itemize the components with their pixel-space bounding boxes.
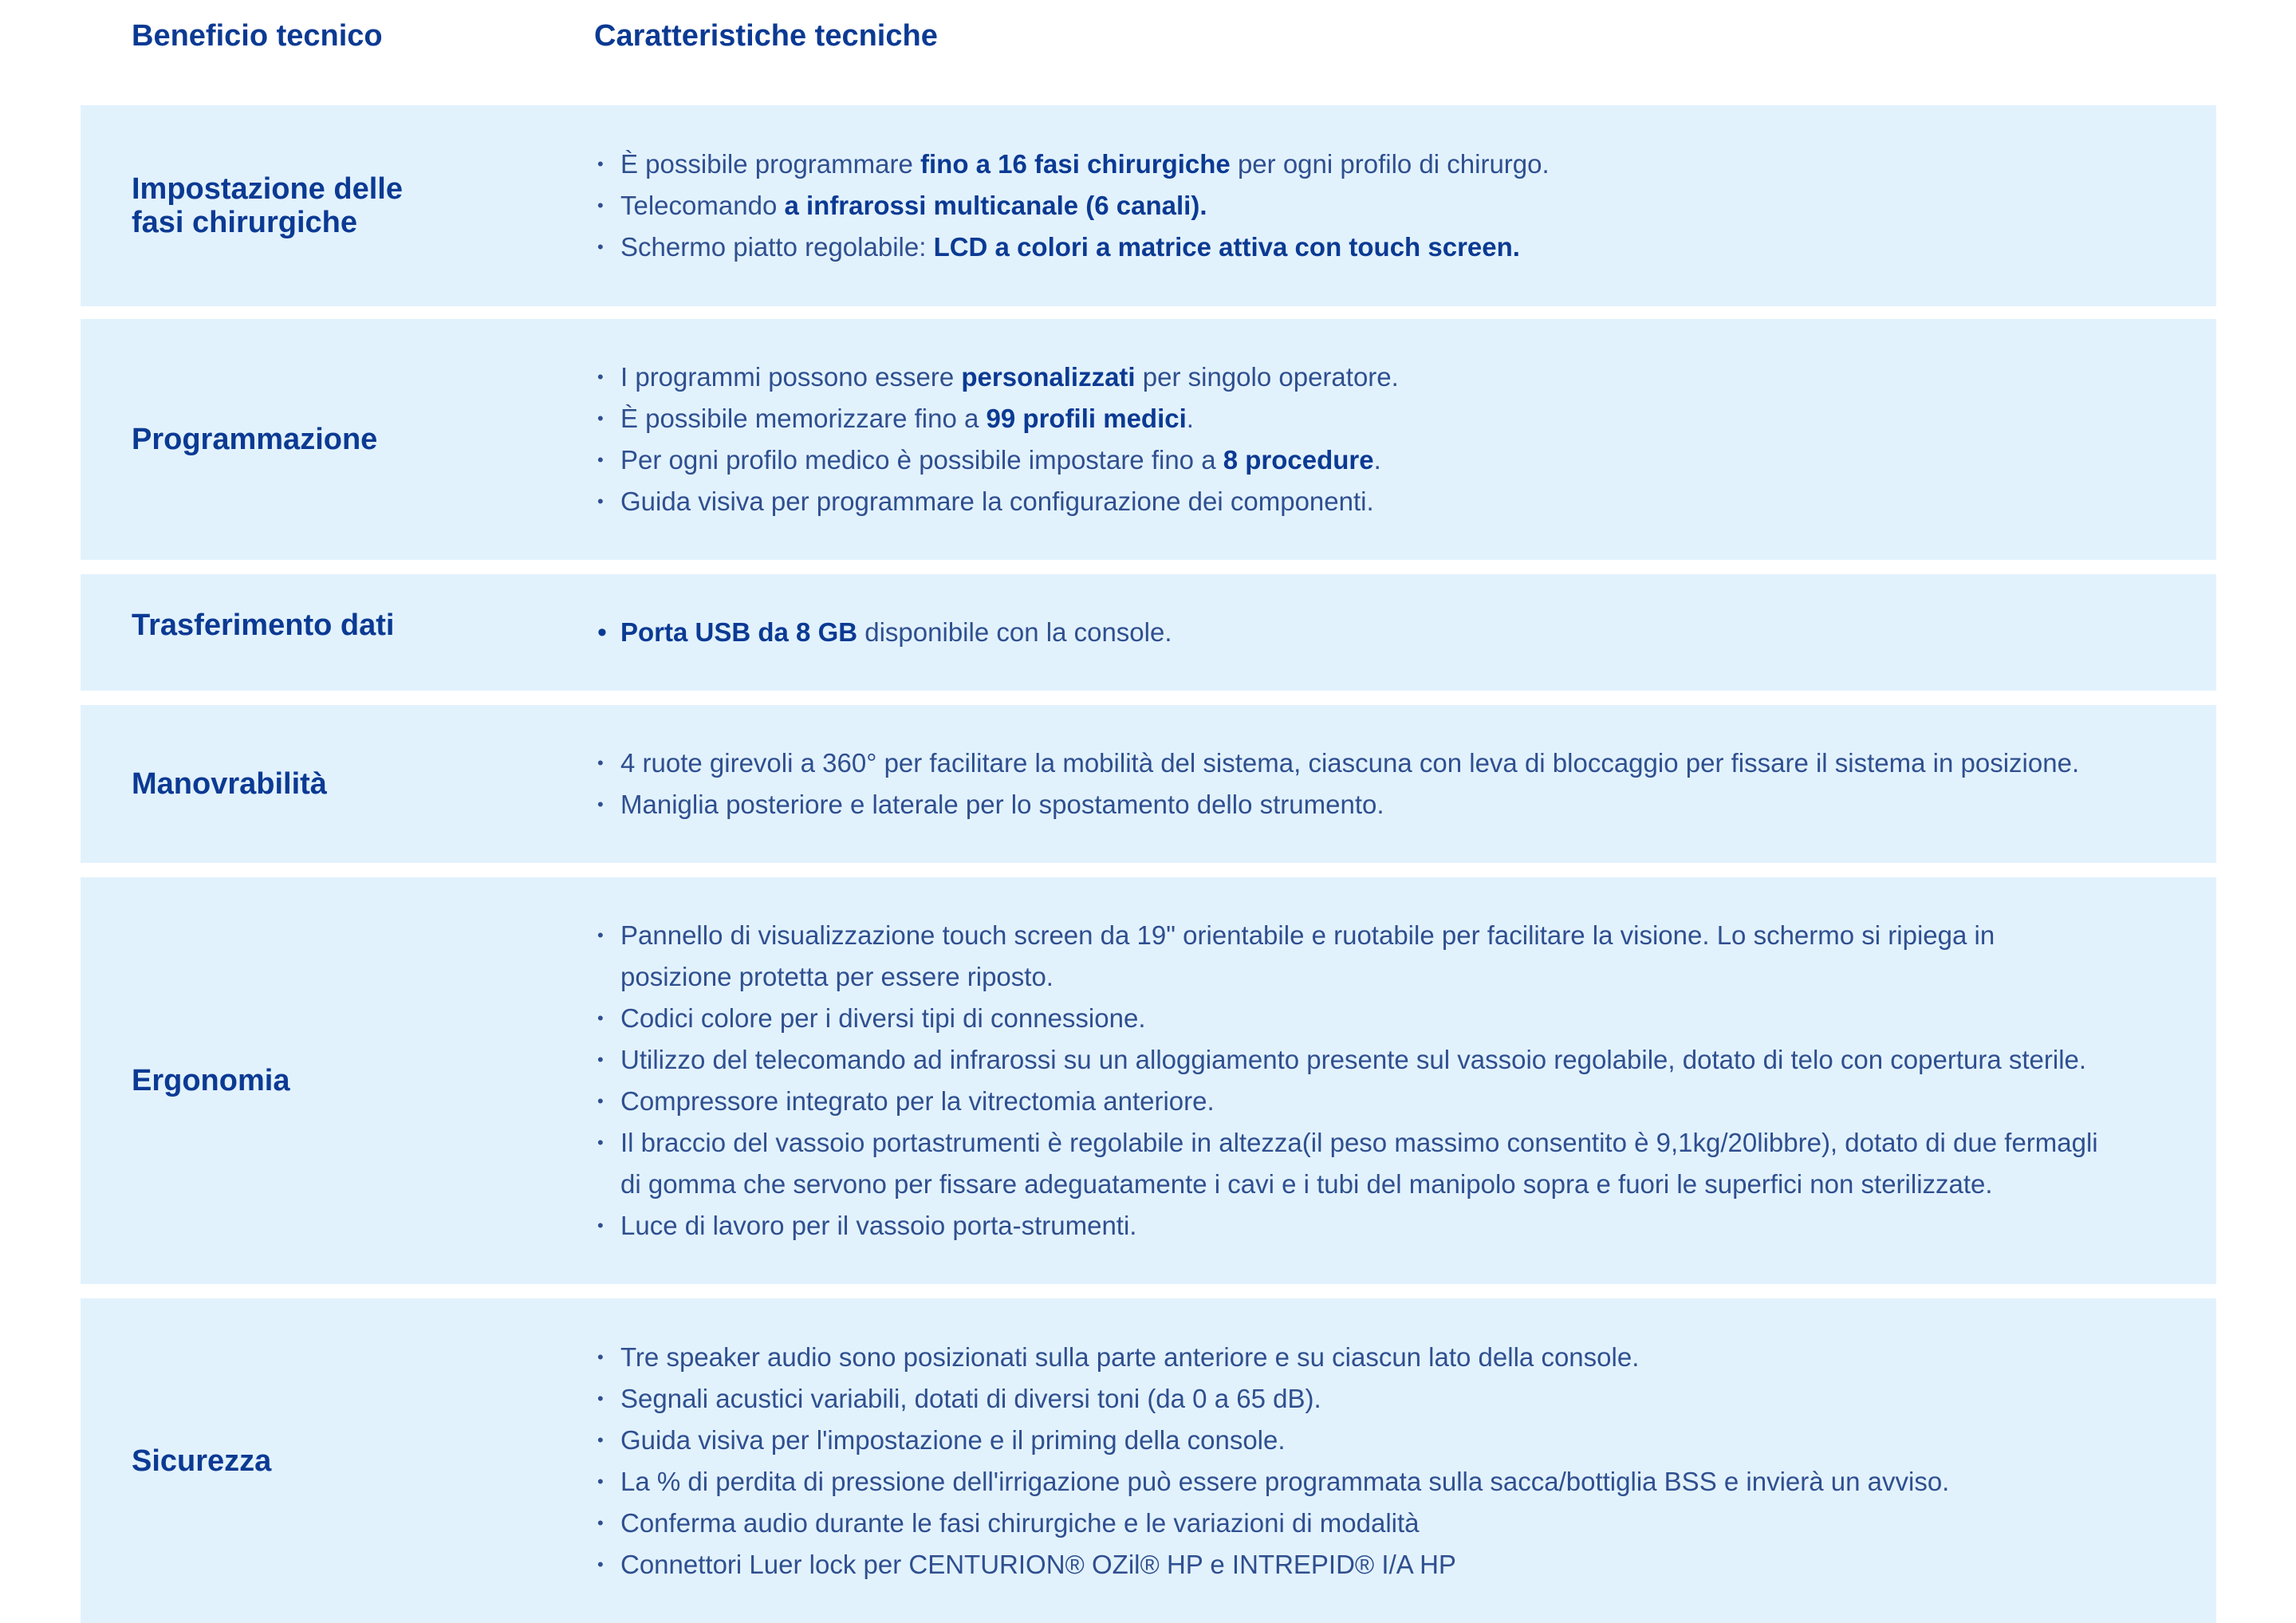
table-row (81, 877, 2216, 1284)
row-title: Programmazione (132, 423, 378, 456)
feature-item (597, 357, 2105, 398)
feature-text: Utilizzo del telecomando ad infrarossi su un alloggiamento presente sul vassoio regolabile, dotato di telo con copertura sterile. (620, 1045, 2087, 1074)
feature-text: . (1373, 445, 1381, 475)
feature-text: Telecomando (620, 191, 785, 220)
feature-item (597, 398, 2105, 439)
feature-item (597, 1378, 2105, 1420)
column-header-benefit: Beneficio tecnico (132, 19, 383, 53)
feature-item (597, 1205, 2105, 1247)
row-title: Sicurezza (132, 1444, 272, 1478)
feature-item (597, 1461, 2105, 1503)
feature-item (597, 227, 2105, 268)
row-title: Ergonomia (132, 1064, 290, 1097)
feature-text: . (1186, 404, 1194, 433)
table-row (81, 1298, 2216, 1623)
feature-text: Il braccio del vassoio portastrumenti è regolabile in altezza(il peso massimo consentito è 9,1kg/20libbre), dotato di due fermagli di gomma che servono per fissare adeguatamente i cavi e i tubi del manipolo sopra e fuori le superfici non sterilizzate. (620, 1128, 2098, 1199)
feature-text: Schermo piatto regolabile: (620, 232, 934, 262)
feature-text: Per ogni profilo medico è possibile impostare fino a (620, 445, 1223, 475)
row-title: Impostazione delle fasi chirurgiche (132, 172, 403, 239)
feature-item (597, 185, 2105, 227)
feature-list (597, 357, 2105, 522)
feature-text: Pannello di visualizzazione touch screen da 19" orientabile e ruotabile per facilitare la visione. Lo schermo si ripiega in posizione protetta per essere riposto. (620, 920, 1995, 991)
feature-highlight: 8 procedure (1223, 445, 1374, 475)
feature-text: per ogni profilo di chirurgo. (1230, 149, 1550, 179)
feature-highlight: 99 profili medici (986, 404, 1187, 433)
feature-highlight: a infrarossi multicanale (6 canali). (784, 191, 1207, 220)
table-header (0, 0, 2296, 104)
feature-list (597, 612, 2105, 653)
feature-item (597, 1122, 2105, 1205)
feature-text: Luce di lavoro per il vassoio porta-strumenti. (620, 1211, 1137, 1240)
feature-list (597, 1337, 2105, 1586)
feature-text: Guida visiva per programmare la configurazione dei componenti. (620, 487, 1374, 516)
feature-text: Codici colore per i diversi tipi di connessione. (620, 1003, 1146, 1033)
feature-text: Compressore integrato per la vitrectomia anteriore. (620, 1086, 1215, 1116)
feature-item (597, 743, 2105, 784)
feature-item (597, 784, 2105, 825)
feature-text: Maniglia posteriore e laterale per lo spostamento dello strumento. (620, 790, 1384, 819)
feature-text: I programmi possono essere (620, 362, 962, 392)
feature-highlight: personalizzati (961, 362, 1136, 392)
feature-item (597, 1081, 2105, 1122)
feature-text: Connettori Luer lock per CENTURION® OZil® HP e INTREPID® I/A HP (620, 1549, 1456, 1579)
feature-item (597, 1503, 2105, 1544)
feature-text: È possibile programmare (620, 149, 920, 179)
feature-list (597, 144, 2105, 268)
feature-list (597, 915, 2105, 1247)
table-row (81, 319, 2216, 560)
table-row (81, 574, 2216, 691)
feature-list (597, 743, 2105, 825)
feature-highlight: LCD a colori a matrice attiva con touch screen. (933, 232, 1520, 262)
row-title: Manovrabilità (132, 767, 327, 801)
row-title: Trasferimento dati (132, 609, 395, 642)
table-row (81, 105, 2216, 306)
feature-highlight: Porta USB da 8 GB (620, 617, 858, 647)
table-row (81, 705, 2216, 863)
feature-item (597, 998, 2105, 1039)
column-header-features: Caratteristiche tecniche (594, 19, 938, 53)
feature-text: Guida visiva per l'impostazione e il priming della console. (620, 1424, 1286, 1455)
feature-item (597, 1420, 2105, 1461)
feature-item (597, 1039, 2105, 1081)
feature-item (597, 1337, 2105, 1378)
feature-text: disponibile con la console. (857, 617, 1172, 647)
feature-item (597, 915, 2105, 998)
feature-text: Conferma audio durante le fasi chirurgiche e le variazioni di modalità (620, 1507, 1420, 1538)
feature-item (597, 481, 2105, 522)
feature-text: 4 ruote girevoli a 360° per facilitare la mobilità del sistema, ciascuna con leva di bloccaggio per fissare il sistema in posizione. (620, 748, 2080, 778)
feature-text: per singolo operatore. (1135, 362, 1399, 392)
feature-item (597, 612, 2105, 653)
feature-text: È possibile memorizzare fino a (620, 404, 987, 433)
feature-highlight: fino a 16 fasi chirurgiche (920, 149, 1231, 179)
feature-text: Tre speaker audio sono posizionati sulla parte anteriore e su ciascun lato della console. (620, 1341, 1640, 1372)
feature-item (597, 439, 2105, 481)
feature-text: Segnali acustici variabili, dotati di diversi toni (da 0 a 65 dB). (620, 1383, 1321, 1413)
feature-text: La % di perdita di pressione dell'irrigazione può essere programmata sulla sacca/bottiglia BSS e invierà un avviso. (620, 1466, 1950, 1496)
feature-item (597, 1544, 2105, 1586)
feature-item (597, 144, 2105, 185)
